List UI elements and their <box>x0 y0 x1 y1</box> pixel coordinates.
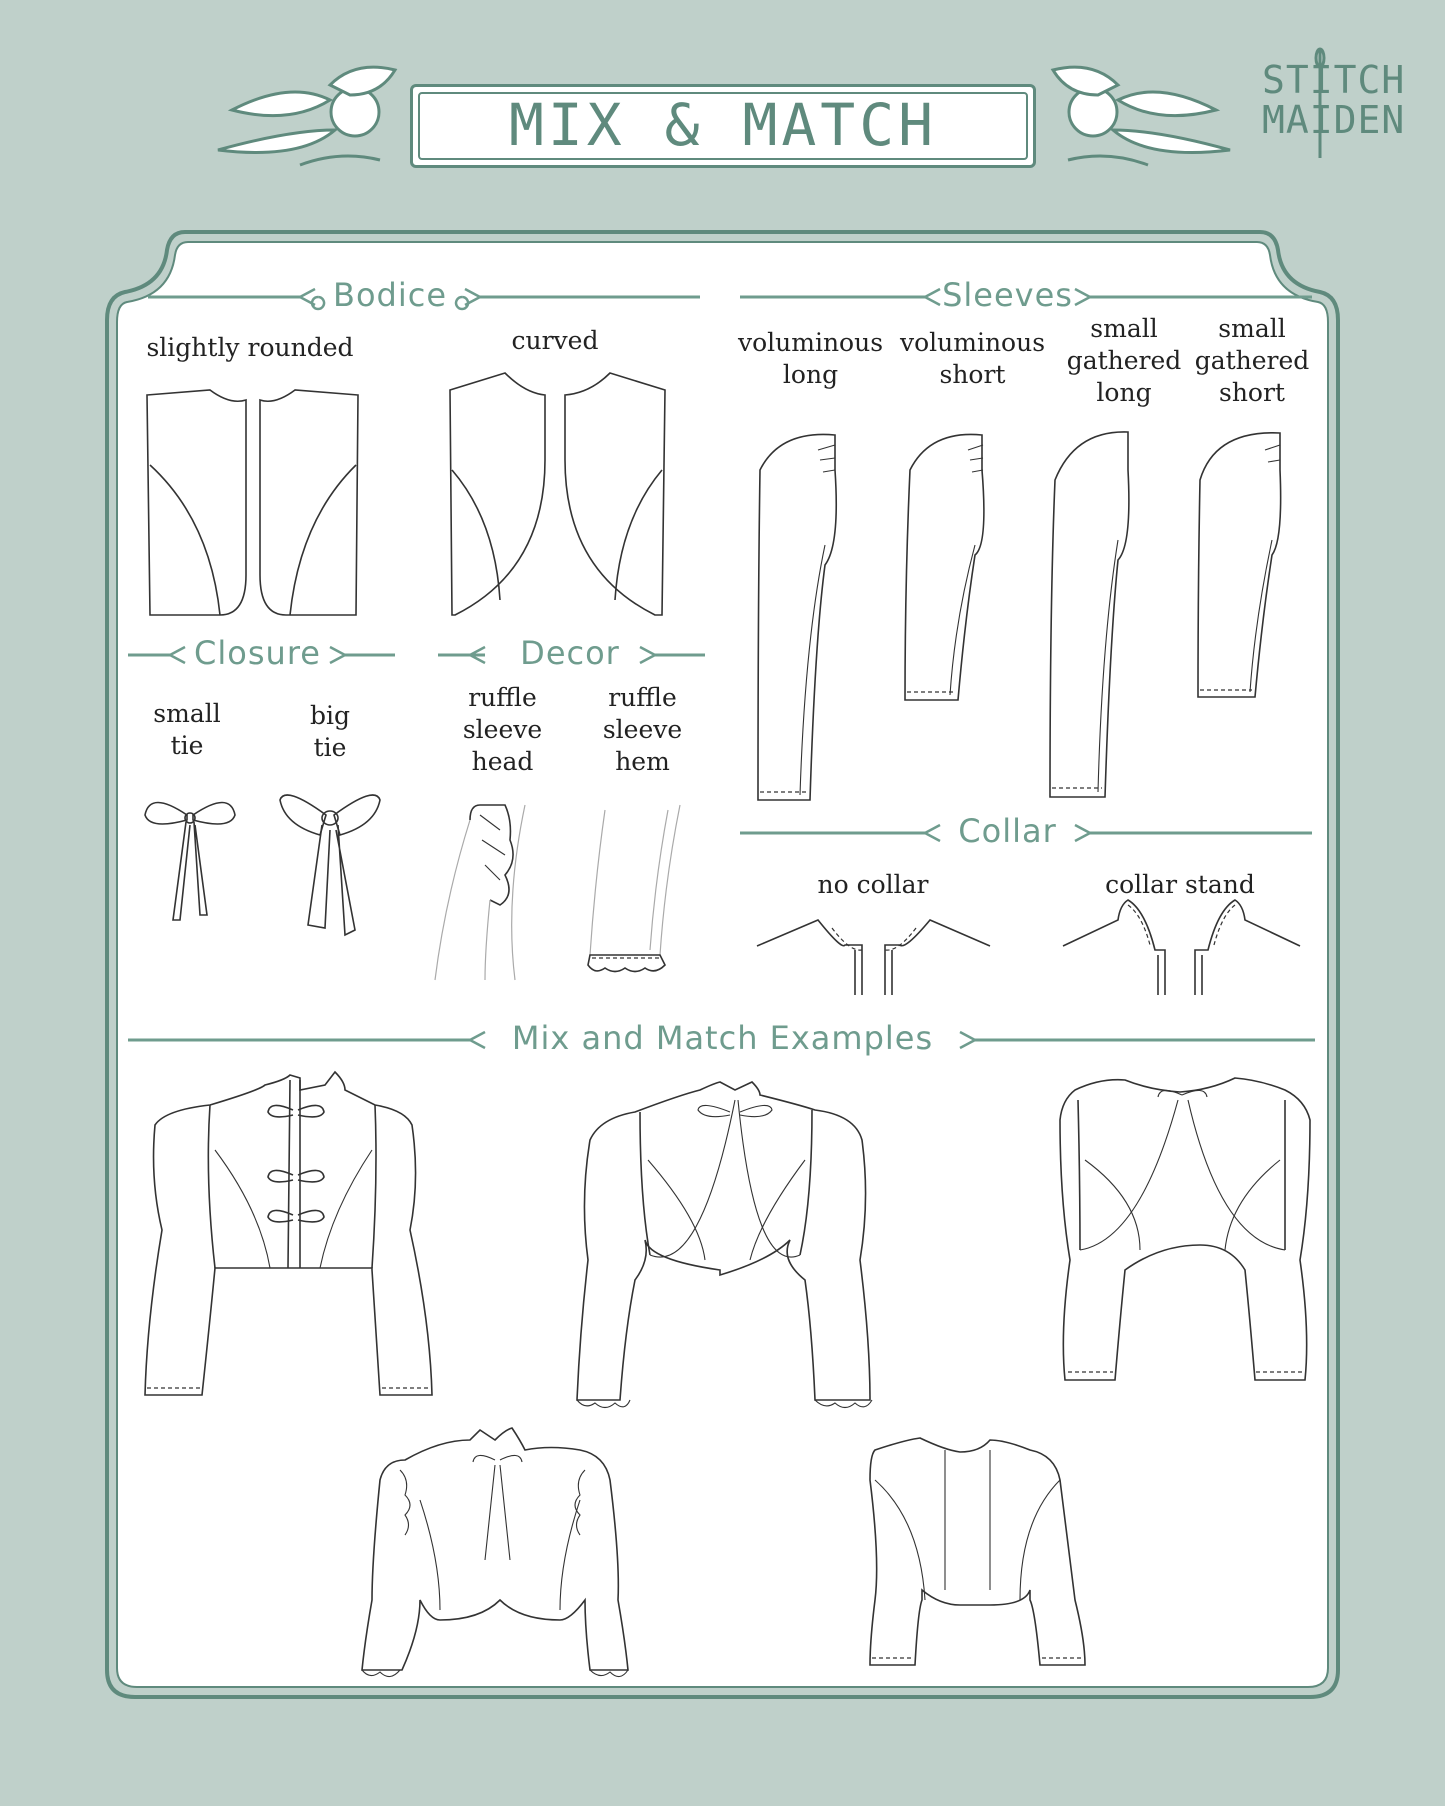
label-line: small <box>1090 314 1158 343</box>
example-jacket-4-illustration <box>362 1428 628 1677</box>
collar-stand-illustration <box>1063 900 1300 995</box>
bodice-option-label: curved <box>511 326 599 355</box>
example-jacket-5-illustration <box>870 1438 1085 1665</box>
sleeve-small-gathered-short-illustration <box>1198 433 1281 697</box>
label-line: ruffle <box>468 683 537 712</box>
logo-line-2: MAIDEN <box>1262 98 1406 142</box>
sleeve-small-gathered-long-illustration <box>1050 432 1129 797</box>
label-line: short <box>1219 378 1285 407</box>
sleeve-voluminous-short-illustration <box>905 434 984 700</box>
label-line: voluminous <box>899 328 1046 357</box>
bodice-curved-illustration <box>450 373 665 615</box>
section-title-collar: Collar <box>958 812 1057 850</box>
collar-option-label: no collar <box>817 870 929 899</box>
label-line: gathered <box>1066 346 1182 375</box>
closure-big-tie-illustration <box>280 795 380 935</box>
label-line: voluminous <box>737 328 884 357</box>
label-line: head <box>471 747 534 776</box>
decor-ruffle-sleeve-head-illustration <box>435 805 525 980</box>
label-line: sleeve <box>462 715 543 744</box>
example-jacket-2-illustration <box>577 1082 872 1408</box>
section-title-sleeves: Sleeves <box>942 276 1073 314</box>
label-line: small <box>1218 314 1286 343</box>
label-line: sleeve <box>602 715 683 744</box>
label-line: tie <box>170 731 204 760</box>
example-jacket-1-illustration <box>145 1072 432 1395</box>
label-line: short <box>939 360 1006 389</box>
label-line: tie <box>313 733 347 762</box>
collar-option-label: collar stand <box>1105 870 1255 899</box>
label-line: big <box>309 701 350 730</box>
example-jacket-3-illustration <box>1060 1078 1310 1380</box>
label-line: gathered <box>1194 346 1310 375</box>
section-title-closure: Closure <box>194 634 321 672</box>
section-title-examples: Mix and Match Examples <box>511 1019 934 1057</box>
label-line: small <box>153 699 221 728</box>
closure-small-tie-illustration <box>145 803 235 921</box>
collar-none-illustration <box>757 920 990 995</box>
label-line: hem <box>615 747 670 776</box>
label-line: ruffle <box>608 683 677 712</box>
label-line: long <box>782 360 839 389</box>
section-title-bodice: Bodice <box>332 276 447 314</box>
page-title: MIX & MATCH <box>508 91 938 159</box>
sleeve-voluminous-long-illustration <box>758 434 836 800</box>
bodice-slightly-rounded-illustration <box>147 390 358 615</box>
label-line: long <box>1096 378 1152 407</box>
section-title-decor: Decor <box>520 634 620 672</box>
decor-ruffle-sleeve-hem-illustration <box>588 805 680 972</box>
bodice-option-label: slightly rounded <box>146 333 354 362</box>
logo-line-1: STITCH <box>1262 58 1406 102</box>
